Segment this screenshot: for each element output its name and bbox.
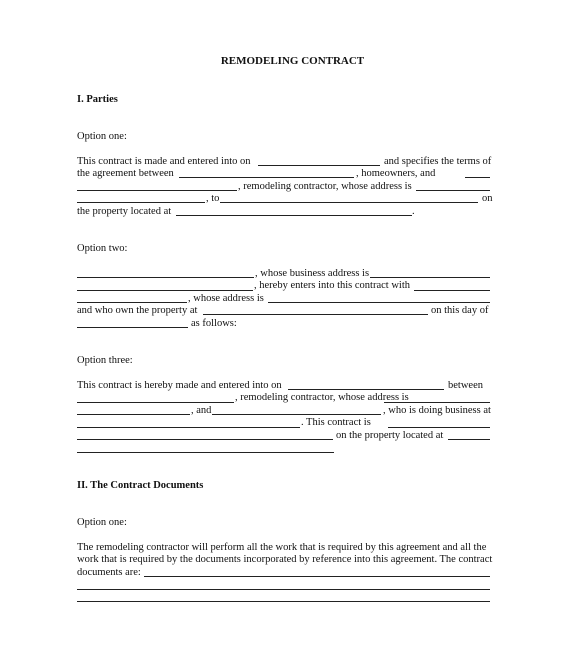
opt1-line4-text-a: , to: [206, 193, 220, 204]
opt3-line4-text: . This contract is: [301, 417, 371, 428]
homeowners-blank-tail[interactable]: [465, 177, 490, 178]
owner-name-blank-2[interactable]: [77, 302, 187, 303]
contract-documents-blank-3[interactable]: [77, 601, 490, 602]
opt1-line3-text: , remodeling contractor, whose address is: [238, 181, 412, 192]
opt3-property-blank-2[interactable]: [77, 452, 334, 453]
opt2-line3-text: , whose address is: [188, 293, 264, 304]
option-three-heading: Option three:: [77, 355, 133, 366]
opt2-line2-text: , hereby enters into this contract with: [254, 280, 410, 291]
opt3-address-blank-2[interactable]: [77, 414, 190, 415]
document-title: REMODELING CONTRACT: [220, 55, 365, 67]
day-blank[interactable]: [77, 327, 188, 328]
opt1-line5-text-b: .: [412, 206, 415, 217]
opt1-line2-text-b: , homeowners, and: [356, 168, 436, 179]
option-one-heading: Option one:: [77, 131, 127, 142]
contractor-address-blank-2[interactable]: [77, 202, 205, 203]
section2-paragraph-line1: The remodeling contractor will perform all the work that is required by this agreement and all the: [77, 542, 487, 553]
section2-paragraph-line3: documents are:: [77, 567, 141, 578]
opt3-line2-text: , remodeling contractor, whose address is: [235, 392, 409, 403]
opt1-line2-text-a: the agreement between: [77, 168, 174, 179]
opt3-contract-purpose-blank[interactable]: [388, 427, 490, 428]
section-heading-contract-documents: II. The Contract Documents: [77, 480, 204, 491]
section2-paragraph-line2: work that is required by the documents incorporated by reference into this agreement. The contract: [77, 554, 493, 565]
owner-name-blank[interactable]: [414, 290, 490, 291]
contractor-name-blank[interactable]: [77, 190, 237, 191]
opt3-contract-purpose-blank-2[interactable]: [77, 439, 333, 440]
opt3-line3-text-a: , and: [191, 405, 212, 416]
property-blank[interactable]: [203, 314, 428, 315]
opt2-line5-text: as follows:: [191, 318, 237, 329]
opt3-property-blank[interactable]: [448, 439, 490, 440]
work-description-blank[interactable]: [220, 202, 478, 203]
opt3-party-blank[interactable]: [212, 414, 381, 415]
opt1-line1-text-a: This contract is made and entered into on: [77, 156, 251, 167]
opt3-contractor-blank[interactable]: [77, 402, 234, 403]
contract-documents-blank-1[interactable]: [144, 576, 490, 577]
opt3-line1-text-a: This contract is hereby made and entered into on: [77, 380, 282, 391]
homeowners-blank[interactable]: [179, 177, 354, 178]
opt1-line4-text-b: on: [482, 193, 493, 204]
business-address-blank-2[interactable]: [77, 290, 253, 291]
opt1-line5-text-a: the property located at: [77, 206, 172, 217]
option-two-heading: Option two:: [77, 243, 128, 254]
business-address-blank[interactable]: [370, 277, 490, 278]
contract-documents-blank-2[interactable]: [77, 589, 490, 590]
section-heading-parties: I. Parties: [77, 94, 118, 105]
business-name-blank[interactable]: [77, 277, 254, 278]
contractor-address-blank[interactable]: [416, 190, 490, 191]
opt3-line5-text: on the property located at: [336, 430, 444, 441]
owner-address-blank[interactable]: [268, 302, 490, 303]
opt3-line3-text-b: , who is doing business at: [383, 405, 491, 416]
opt3-date-blank[interactable]: [288, 389, 444, 390]
opt2-line1-text: , whose business address is: [255, 268, 370, 279]
opt1-line1-text-b: and specifies the terms of: [384, 156, 492, 167]
date-blank[interactable]: [258, 165, 380, 166]
opt3-contractor-address-blank[interactable]: [384, 402, 490, 403]
opt3-business-address-blank[interactable]: [77, 427, 300, 428]
opt2-line4-text-a: and who own the property at: [77, 305, 198, 316]
opt2-line4-text-b: on this day of: [431, 305, 489, 316]
section2-option-one-heading: Option one:: [77, 517, 127, 528]
opt3-line1-text-b: between: [448, 380, 483, 391]
property-address-blank[interactable]: [176, 215, 412, 216]
